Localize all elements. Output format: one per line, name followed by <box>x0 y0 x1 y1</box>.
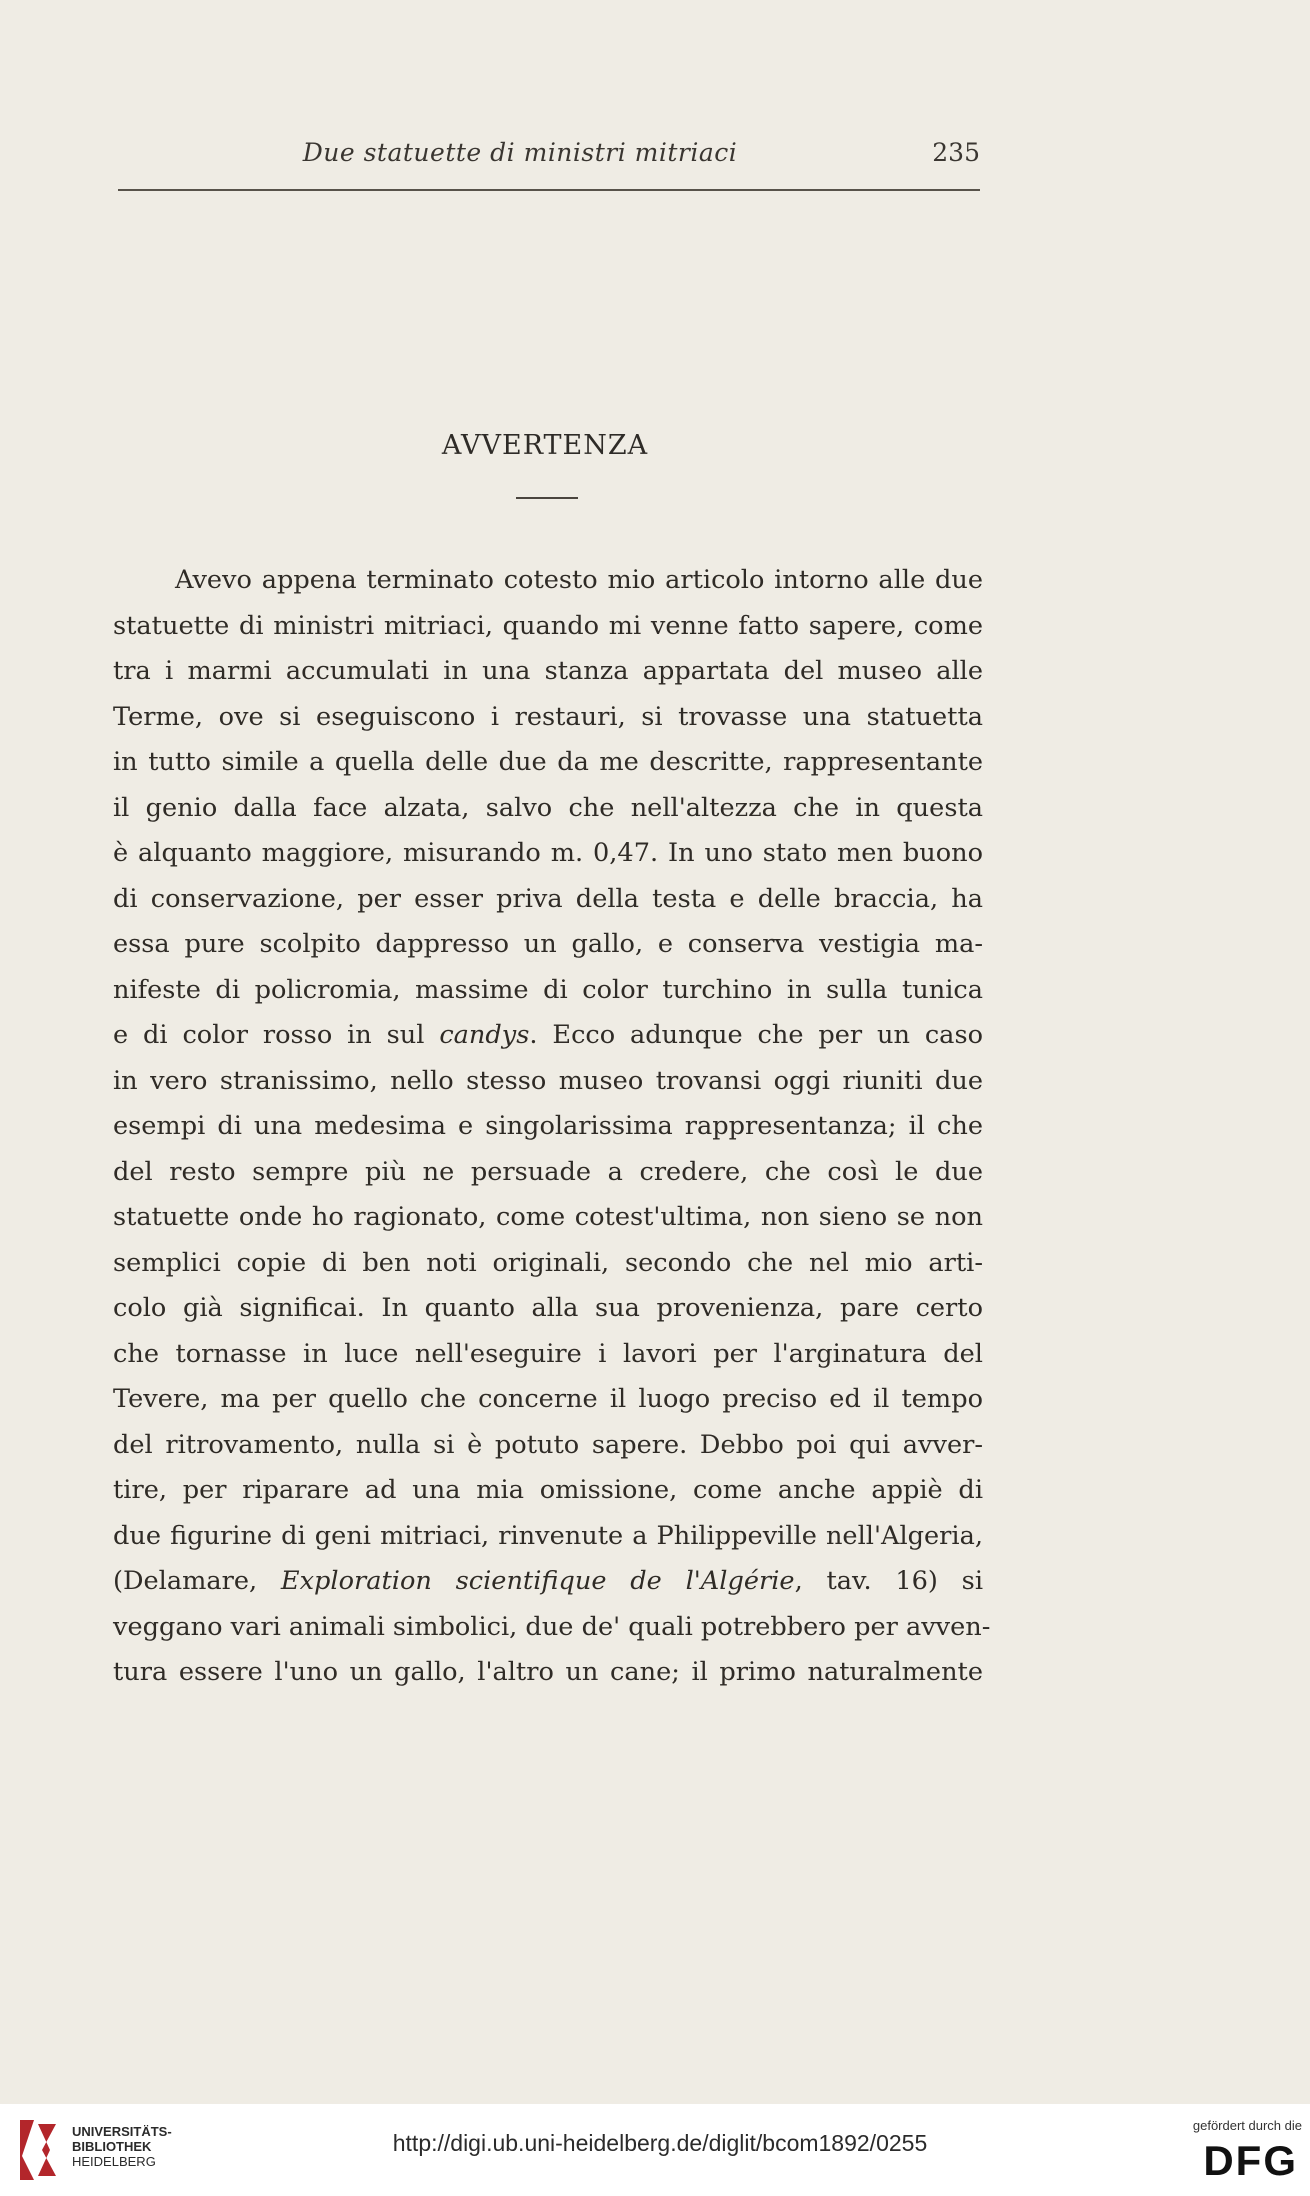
text-line: semplici copie di ben noti originali, secondo che nel mio arti- <box>113 1247 983 1278</box>
text-line: è alquanto maggiore, misurando m. 0,47. In uno stato men buono <box>113 838 983 868</box>
dfg-logo: DFG <box>1203 2137 1298 2184</box>
text-line: il genio dalla face alzata, salvo che nell'altezza che in questa <box>113 792 983 823</box>
text-line: che tornasse in luce nell'eseguire i lavori per l'arginatura del <box>113 1338 983 1369</box>
page-url-link[interactable]: http://digi.ub.uni-heidelberg.de/diglit/bcom1892/0255 <box>392 2130 928 2156</box>
text-line: del resto sempre più ne persuade a credere, che così le due <box>113 1156 983 1187</box>
text-line: tire, per riparare ad una mia omissione, come anche appiè di <box>113 1475 983 1505</box>
page-number: 235 <box>932 138 980 167</box>
footer-bar <box>0 2104 1310 2196</box>
text-line: statuette di ministri mitriaci, quando mi venne fatto sapere, come <box>113 610 983 641</box>
library-name-line1: UNIVERSITÄTS- <box>72 2124 172 2139</box>
text-line: tra i marmi accumulati in una stanza appartata del museo alle <box>113 656 983 686</box>
running-title: Due statuette di ministri mitriaci <box>302 138 738 167</box>
text-line: esempi di una medesima e singolarissima rappresentanza; il che <box>113 1111 983 1141</box>
text-line: di conservazione, per esser priva della testa e delle braccia, ha <box>113 883 983 914</box>
text-line: statuette onde ho ragionato, come cotest'ultima, non sieno se non <box>113 1202 983 1232</box>
title-rule <box>516 497 578 499</box>
text-line: in tutto simile a quella delle due da me descritte, rappresentante <box>113 747 983 777</box>
funded-by-label: gefördert durch die <box>1192 2118 1302 2133</box>
text-line: del ritrovamento, nulla si è potuto sapere. Debbo poi qui avver- <box>113 1429 983 1460</box>
text-line: in vero stranissimo, nello stesso museo trovansi oggi riuniti due <box>113 1065 983 1096</box>
text-line: (Delamare, Exploration scientifique de l'Algérie, tav. 16) si <box>113 1566 983 1596</box>
text-line: due figurine di geni mitriaci, rinvenute a Philippeville nell'Algeria, <box>113 1520 983 1551</box>
text-line: colo già significai. In quanto alla sua provenienza, pare certo <box>113 1293 983 1323</box>
text-line: Tevere, ma per quello che concerne il luogo preciso ed il tempo <box>113 1384 983 1414</box>
text-line: nifeste di policromia, massime di color turchino in sulla tunica <box>113 974 983 1005</box>
university-library-logo-icon <box>12 2116 64 2184</box>
text-line: Avevo appena terminato cotesto mio articolo intorno alle due <box>175 565 983 595</box>
text-line: tura essere l'uno un gallo, l'altro un cane; il primo naturalmente <box>113 1657 983 1687</box>
header-rule <box>118 189 980 191</box>
text-line: veggano vari animali simbolici, due de' quali potrebbero per avven- <box>113 1611 991 1642</box>
library-name-line2: BIBLIOTHEK <box>72 2139 152 2154</box>
library-name <box>72 2124 212 2169</box>
section-title: AVVERTENZA <box>441 430 649 461</box>
body-text <box>113 558 991 1696</box>
text-line: Terme, ove si eseguiscono i restauri, si trovasse una statuetta <box>113 701 983 732</box>
library-name-line3: HEIDELBERG <box>72 2154 156 2169</box>
text-line: essa pure scolpito dappresso un gallo, e conserva vestigia ma- <box>113 929 983 959</box>
text-line: e di color rosso in sul candys. Ecco adunque che per un caso <box>113 1020 983 1050</box>
